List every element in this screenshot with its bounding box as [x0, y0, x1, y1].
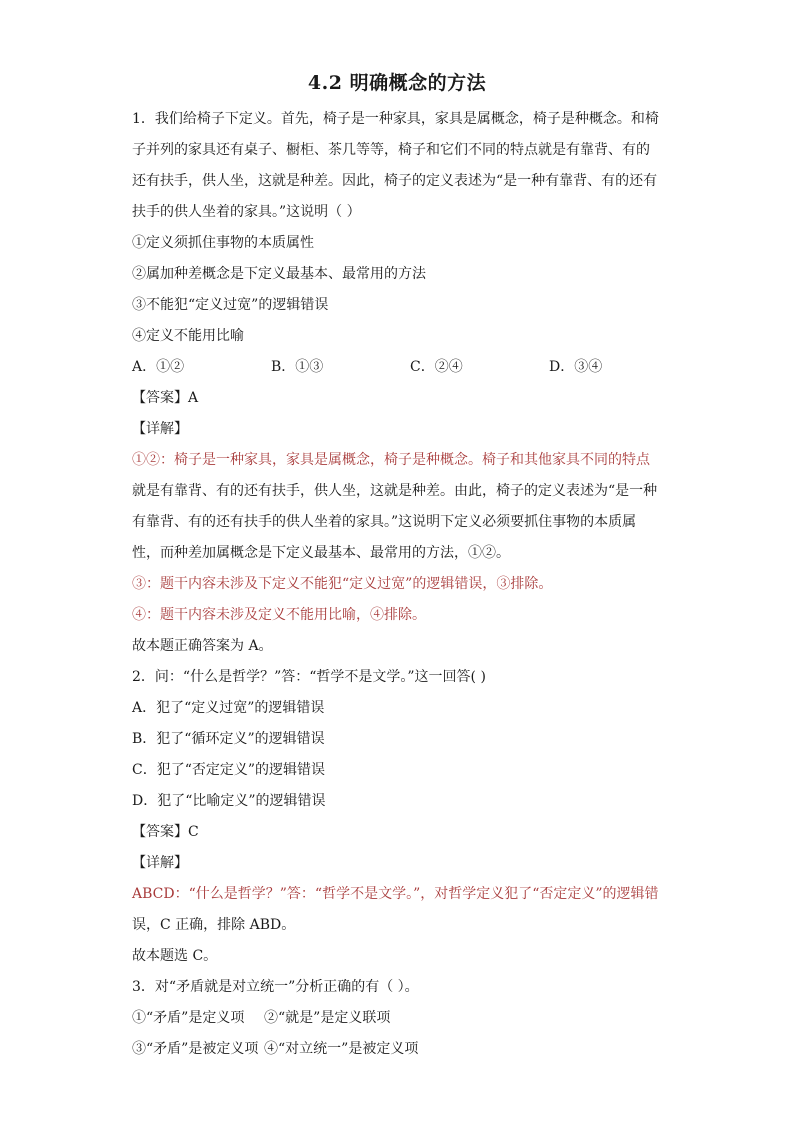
q2-option-d: D．犯了“比喻定义”的逻辑错误 [132, 793, 326, 809]
q3-statement-row-1 [132, 1003, 664, 1034]
q1-stem-line-2: 子并列的家具还有桌子、橱柜、茶几等等，椅子和它们不同的特点就是有靠背、有的 [132, 142, 650, 158]
q1-detail-line-5: ③：题干内容未涉及下定义不能犯“定义过宽”的逻辑错误，③排除。 [132, 576, 553, 592]
q1-detail-label: 【详解】 [132, 421, 188, 437]
q2-option-b: B．犯了“循环定义”的逻辑错误 [132, 731, 325, 747]
q1-statement-1: ①定义须抓住事物的本质属性 [132, 235, 314, 251]
q1-stem-line-4: 扶手的供人坐着的家具。”这说明（ ） [132, 204, 361, 220]
q3-statement-4: ④“对立统一”是被定义项 [264, 1041, 419, 1057]
q3-stem: 3．对“矛盾就是对立统一”分析正确的有（ ）。 [132, 979, 419, 995]
q2-detail-line-2: 误，C 正确，排除 ABD。 [132, 917, 296, 933]
q3-statement-3: ③“矛盾”是被定义项 [132, 1041, 259, 1057]
q1-options [132, 352, 664, 383]
q1-detail-line-6: ④：题干内容未涉及定义不能用比喻，④排除。 [132, 607, 426, 623]
q1-statement-3: ③不能犯“定义过宽”的逻辑错误 [132, 297, 329, 313]
q1-answer: 【答案】A [132, 390, 199, 406]
q1-conclusion: 故本题正确答案为 A。 [132, 638, 273, 654]
q1-statement-2: ②属加种差概念是下定义最基本、最常用的方法 [132, 266, 426, 282]
q1-detail-line-1: ①②：椅子是一种家具，家具是属概念，椅子是种概念。椅子和其他家具不同的特点 [132, 452, 650, 468]
q2-detail-label: 【详解】 [132, 855, 188, 871]
q2-option-a: A．犯了“定义过宽”的逻辑错误 [132, 700, 325, 716]
q3-statement-1: ①“矛盾”是定义项 [132, 1010, 245, 1026]
q2-detail-line-1: ABCD：“什么是哲学？”答：“哲学不是文学。”，对哲学定义犯了“否定定义”的逻辑错 [132, 886, 659, 902]
q1-stem-line-3: 还有扶手，供人坐，这就是种差。因此，椅子的定义表述为“是一种有靠背、有的还有 [132, 173, 658, 189]
q2-answer: 【答案】C [132, 824, 199, 840]
q1-detail-line-3: 有靠背、有的还有扶手的供人坐着的家具。”这说明下定义必须要抓住事物的本质属 [132, 514, 637, 530]
page-title: 4.2 明确概念的方法 [307, 72, 487, 94]
q3-statement-row-2 [132, 1034, 664, 1065]
q1-stem-line-1: 1．我们给椅子下定义。首先，椅子是一种家具，家具是属概念，椅子是种概念。和椅 [132, 111, 659, 127]
q1-detail-line-2: 就是有靠背、有的还有扶手，供人坐，这就是种差。由此，椅子的定义表述为“是一种 [132, 483, 658, 499]
q2-stem: 2．问：“什么是哲学？”答：“哲学不是文学。”这一回答( ) [132, 669, 486, 685]
q1-statement-4: ④定义不能用比喻 [132, 328, 244, 344]
q2-option-c: C．犯了“否定定义”的逻辑错误 [132, 762, 326, 778]
q2-conclusion: 故本题选 C。 [132, 948, 218, 964]
q1-option-a: A．①② [132, 359, 185, 375]
q3-statement-2: ②“就是”是定义联项 [264, 1010, 391, 1026]
q1-option-d: D．③④ [549, 359, 603, 375]
question-content [132, 104, 664, 1065]
q1-detail-line-4: 性，而种差加属概念是下定义最基本、最常用的方法，①②。 [132, 545, 510, 561]
q1-option-b: B．①③ [271, 359, 324, 375]
q1-option-c: C．②④ [410, 359, 463, 375]
